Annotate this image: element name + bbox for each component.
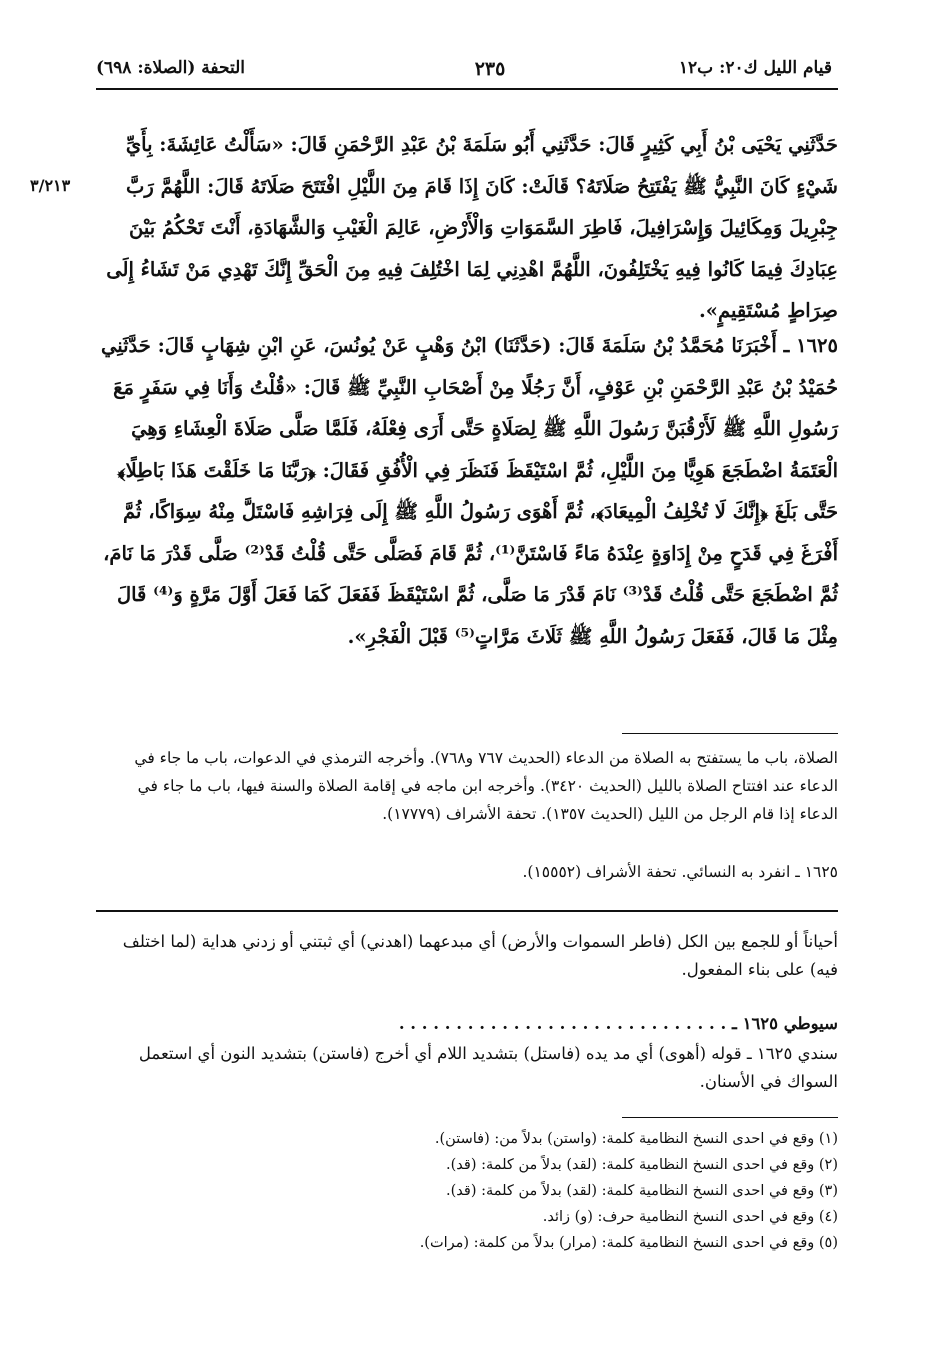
footnote-separator [622, 733, 838, 734]
running-header-tuhfa: التحفة (الصلاة: ٦٩٨) [96, 58, 246, 78]
takhrij-1625: ١٦٢٥ ـ انفرد به النسائي. تحفة الأشراف (١٥٥٥٢). [522, 863, 838, 881]
commentary-continuation: أحياناً أو للجمع بين الكل (فاطر السموات والأرض) أي مبدعهما (اهدني) أي ثبتني أو زدني هداية (لما اختلف فيه) على بناء المفعول. [122, 932, 838, 979]
variant-note: (٥) وقع في احدى النسخ النظامية كلمة: (مرار) بدلاً من كلمة: (مرات). [419, 1235, 838, 1251]
header-divider [96, 88, 838, 90]
sindi-commentary: سندي ١٦٢٥ ـ قوله (أهوى) أي مد يده (فاستل) بتشديد اللام أي أخرج (فاستن) بتشديد النون أي استعمل السواك في الأسنان. [138, 1044, 838, 1091]
variant-note: (٣) وقع في احدى النسخ النظامية كلمة: (لقد) بدلاً من كلمة: (قد). [446, 1183, 838, 1199]
commentary-separator [96, 910, 838, 912]
hadith-1625-text: ١٦٢٥ ـ أَخْبَرَنَا مُحَمَّدُ بْنُ سَلَمَةَ قَالَ: (حَدَّثَنَا) ابْنُ وَهْبٍ عَنْ يُونُسَ، عَنِ ابْنِ شِهَابٍ قَالَ: حَدَّثَنِي حُمَيْدُ بْنُ عَبْدِ الرَّحْمَنِ بْنِ عَوْفٍ، أَنَّ رَجُلًا مِنْ أَصْحَابِ النَّبِيِّ ﷺ قَالَ: «قُلْتُ وَأَنَا فِي سَفَرٍ مَعَ رَسُولِ اللَّهِ ﷺ لَأَرْقُبَنَّ رَسُولَ اللَّهِ ﷺ لِصَلَاةٍ حَتَّى أَرَى فِعْلَهُ، فَلَمَّا صَلَّى صَلَاةَ الْعِشَاءِ وَهِيَ الْعَتَمَةُ اضْطَجَعَ هَوِيًّا مِنَ اللَّيْلِ، ثُمَّ اسْتَيْقَظَ فَنَظَرَ فِي الْأُفُقِ فَقَالَ: ﴿رَبَّنَا مَا خَلَقْتَ هَذَا بَاطِلًا﴾ حَتَّى بَلَغَ ﴿إِنَّكَ لَا تُخْلِفُ الْمِيعَادَ﴾، ثُمَّ أَهْوَى رَسُولُ اللَّهِ ﷺ إِلَى فِرَاشِهِ فَاسْتَلَّ مِنْهُ سِوَاكًا، ثُمَّ أَفْرَغَ فِي قَدَحٍ مِنْ إِدَاوَةٍ عِنْدَهُ مَاءً فَاسْتَنَّ⁽¹⁾، ثُمَّ قَامَ فَصَلَّى حَتَّى قُلْتُ قَدْ⁽²⁾ صَلَّى قَدْرَ مَا نَامَ، ثُمَّ اضْطَجَعَ حَتَّى قُلْتُ قَدْ⁽³⁾ نَامَ قَدْرَ مَا صَلَّى، ثُمَّ اسْتَيْقَظَ فَفَعَلَ كَمَا فَعَلَ أَوَّلَ مَرَّةٍ وَ⁽⁴⁾ قَالَ مِثْلَ مَا قَالَ، فَفَعَلَ رَسُولُ اللَّهِ ﷺ ثَلَاثَ مَرَّاتٍ⁽⁵⁾ قَبْلَ الْفَجْرِ». [100, 334, 838, 648]
variant-note: (٤) وقع في احدى النسخ النظامية حرف: (و) زائد. [542, 1209, 838, 1225]
margin-volume-page-ref: ٣/٢١٣ [30, 176, 71, 195]
takhrij-previous-hadith: الصلاة، باب ما يستفتح به الصلاة من الدعاء (الحديث ٧٦٧ و٧٦٨). وأخرجه الترمذي في الدعوات، باب ما جاء في الدعاء عند افتتاح الصلاة بالليل (الحديث ٣٤٢٠). وأخرجه ابن ماجه في إقامة الصلاة والسنة فيها، باب ما جاء في الدعاء إذا قام الرجل من الليل (الحديث ١٣٥٧). تحفة الأشراف (١٧٧٧٩). [134, 749, 838, 823]
hadith-text-continuation: حَدَّثَنِي يَحْيَى بْنُ أَبِي كَثِيرٍ قَالَ: حَدَّثَنِي أَبُو سَلَمَةَ بْنُ عَبْدِ الرَّحْمَنِ قَالَ: «سَأَلْتُ عَائِشَةَ: بِأَيِّ شَيْءٍ كَانَ النَّبِيُّ ﷺ يَفْتَتِحُ صَلَاتَهُ؟ قَالَتْ: كَانَ إِذَا قَامَ مِنَ اللَّيْلِ افْتَتَحَ صَلَاتَهُ قَالَ: اللَّهُمَّ رَبَّ جِبْرِيلَ وَمِكَائِيلَ وَإِسْرَافِيلَ، فَاطِرَ السَّمَوَاتِ وَالْأَرْضِ، عَالِمَ الْغَيْبِ وَالشَّهَادَةِ، أَنْتَ تَحْكُمُ بَيْنَ عِبَادِكَ فِيمَا كَانُوا فِيهِ يَخْتَلِفُونَ، اللَّهُمَّ اهْدِنِي لِمَا اخْتُلِفَ فِيهِ مِنَ الْحَقِّ إِنَّكَ تَهْدِي مَنْ تَشَاءُ إِلَى صِرَاطٍ مُسْتَقِيمٍ». [106, 133, 838, 322]
variant-notes [96, 1126, 838, 1256]
running-header-chapter: قيام الليل ك٢٠: ب١٢ [678, 58, 832, 78]
variant-note: (٢) وقع في احدى النسخ النظامية كلمة: (لقد) بدلاً من كلمة: (قد). [446, 1157, 838, 1173]
page-number: ٢٣٥ [474, 58, 506, 80]
suyuti-commentary: سيوطي ١٦٢٥ ـ . . . . . . . . . . . . . . . . . . . . . . . . . . . . . [398, 1014, 838, 1033]
notes-separator [622, 1117, 838, 1118]
variant-note: (١) وقع في احدى النسخ النظامية كلمة: (واستن) بدلاً من: (فاستن). [434, 1131, 838, 1147]
